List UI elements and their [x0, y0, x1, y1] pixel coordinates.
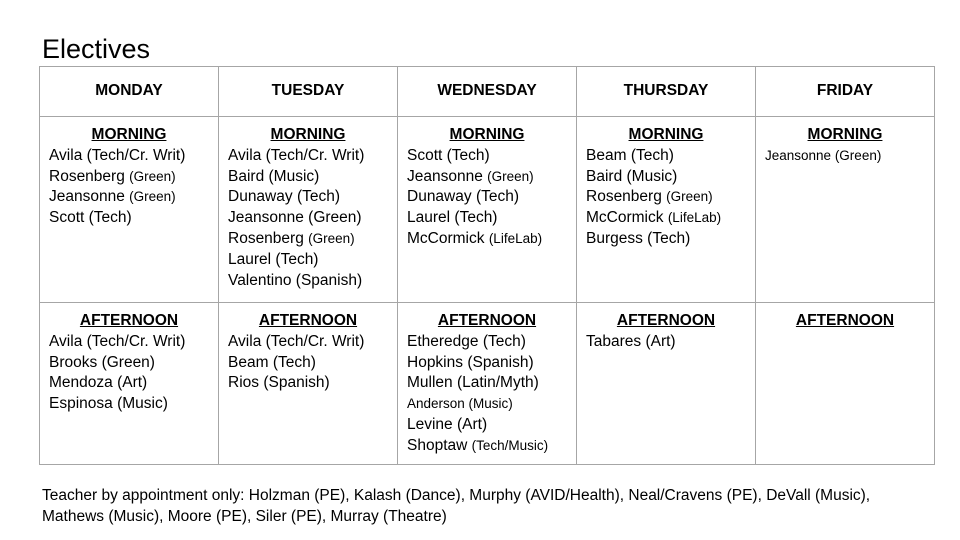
- teacher-name: Espinosa: [49, 395, 118, 413]
- teacher-entry: [49, 187, 218, 208]
- teacher-name: Levine: [407, 415, 457, 433]
- afternoon-cell-thursday: [577, 303, 756, 465]
- elective-subject: (Tech/Cr. Writ): [86, 146, 186, 164]
- teacher-entry: [586, 187, 755, 208]
- teacher-entry: [228, 373, 397, 394]
- elective-subject: (Tech): [446, 146, 490, 164]
- teacher-name: Rosenberg: [586, 188, 667, 206]
- elective-subject: (Tech/Cr. Writ): [86, 332, 186, 350]
- elective-subject: (Green): [308, 209, 362, 227]
- teacher-name: McCormick: [586, 209, 668, 227]
- teacher-name: Baird: [586, 167, 627, 185]
- teacher-name: Avila: [49, 146, 87, 164]
- afternoon-label: AFTERNOON: [616, 312, 716, 329]
- teacher-entry: [49, 167, 218, 188]
- teacher-entry: [49, 353, 218, 374]
- elective-subject: (Spanish): [263, 374, 330, 392]
- day-header-thursday: THURSDAY: [577, 67, 756, 117]
- elective-subject: (Art): [456, 415, 488, 433]
- teacher-name: Jeansonne: [765, 147, 835, 163]
- teacher-name: Mendoza: [49, 374, 118, 392]
- teacher-entry: [407, 332, 576, 353]
- elective-subject: (Art): [645, 332, 676, 350]
- elective-subject: (Tech): [630, 146, 674, 164]
- teacher-entry: [407, 187, 576, 208]
- teacher-entry: [49, 332, 218, 353]
- elective-subject: (Green): [129, 189, 176, 205]
- teacher-name: Tabares: [586, 332, 646, 350]
- teacher-name: Rosenberg: [228, 229, 309, 247]
- elective-subject: (Tech): [475, 188, 520, 206]
- afternoon-label: AFTERNOON: [258, 312, 358, 329]
- teacher-name: Brooks: [49, 353, 102, 371]
- appointment-note: Teacher by appointment only: Holzman (PE), Kalash (Dance), Murphy (AVID/Health), Neal/Cravens (PE), DeVall (Music), Mathews (Music), Moore (PE), Siler (PE), Murray (Theatre): [42, 487, 871, 525]
- teacher-entry: [407, 353, 576, 374]
- teacher-list: [586, 332, 755, 353]
- teacher-name: Scott: [49, 209, 89, 227]
- morning-cell-tuesday: [219, 117, 398, 303]
- elective-subject: (Music): [117, 395, 168, 413]
- teacher-name: Jeansonne: [49, 188, 130, 206]
- teacher-entry: [407, 146, 576, 167]
- elective-subject: (Music): [268, 167, 320, 185]
- teacher-name: Laurel: [407, 209, 455, 227]
- elective-subject: (Tech): [647, 229, 691, 247]
- teacher-name: Jeansonne: [228, 209, 309, 227]
- afternoon-label: AFTERNOON: [437, 312, 537, 329]
- afternoon-cell-monday: [40, 303, 219, 465]
- teacher-entry: [407, 229, 576, 250]
- elective-subject: (Tech/Cr. Writ): [265, 146, 365, 164]
- afternoon-cell-tuesday: [219, 303, 398, 465]
- elective-subject: (Green): [129, 168, 176, 184]
- afternoon-label: AFTERNOON: [79, 312, 179, 329]
- teacher-entry: [228, 146, 397, 167]
- morning-cell-friday: [756, 117, 935, 303]
- elective-subject: (Tech/Cr. Writ): [265, 332, 365, 350]
- teacher-name: Shoptaw: [407, 436, 472, 454]
- teacher-entry: [586, 332, 755, 353]
- elective-subject: (Green): [666, 189, 713, 205]
- day-header-row: [40, 67, 935, 117]
- afternoon-cell-wednesday: [398, 303, 577, 465]
- teacher-entry: [228, 187, 397, 208]
- elective-subject: (Tech): [88, 209, 132, 227]
- morning-label: MORNING: [270, 126, 346, 143]
- afternoon-row: [40, 303, 935, 465]
- teacher-entry: [407, 415, 576, 436]
- afternoon-label: AFTERNOON: [795, 312, 895, 329]
- electives-schedule-table: [39, 66, 935, 465]
- elective-subject: (Green): [308, 230, 355, 246]
- teacher-entry: [228, 250, 397, 271]
- elective-subject: (Green): [101, 353, 155, 371]
- elective-subject: (Tech): [275, 250, 319, 268]
- elective-subject: (LifeLab): [667, 210, 722, 226]
- teacher-name: Avila: [228, 146, 266, 164]
- morning-cell-thursday: [577, 117, 756, 303]
- day-header-tuesday: TUESDAY: [219, 67, 398, 117]
- teacher-list: [407, 146, 576, 250]
- day-header-monday: MONDAY: [40, 67, 219, 117]
- teacher-entry: [49, 373, 218, 394]
- elective-subject: (Music): [626, 167, 678, 185]
- teacher-entry: [49, 208, 218, 229]
- teacher-list: [228, 146, 397, 292]
- day-header-friday: FRIDAY: [756, 67, 935, 117]
- elective-subject: (Spanish): [295, 271, 363, 289]
- teacher-name: Burgess: [586, 229, 648, 247]
- teacher-name: Rios: [228, 374, 264, 392]
- teacher-name: Anderson: [407, 396, 469, 412]
- teacher-name: Avila: [49, 332, 87, 350]
- elective-subject: (Art): [117, 374, 148, 392]
- teacher-entry: [228, 208, 397, 229]
- teacher-entry: [407, 373, 576, 394]
- teacher-entry: [49, 146, 218, 167]
- teacher-name: Dunaway: [407, 188, 476, 206]
- page-title: Electives: [42, 34, 151, 64]
- teacher-name: Etheredge: [407, 332, 483, 350]
- teacher-name: Beam: [228, 353, 273, 371]
- day-header-wednesday: WEDNESDAY: [398, 67, 577, 117]
- morning-cell-monday: [40, 117, 219, 303]
- teacher-entry: [228, 229, 397, 250]
- teacher-list: [407, 332, 576, 457]
- teacher-entry: [407, 208, 576, 229]
- teacher-name: Mullen: [407, 374, 457, 392]
- teacher-entry: [407, 394, 576, 415]
- morning-label: MORNING: [91, 126, 167, 143]
- teacher-list: [586, 146, 755, 250]
- teacher-name: Baird: [228, 167, 269, 185]
- teacher-name: McCormick: [407, 229, 489, 247]
- teacher-entry: [586, 208, 755, 229]
- morning-label: MORNING: [628, 126, 704, 143]
- elective-subject: (Tech): [296, 188, 341, 206]
- elective-subject: (Spanish): [467, 353, 534, 371]
- morning-cell-wednesday: [398, 117, 577, 303]
- teacher-name: Hopkins: [407, 353, 468, 371]
- teacher-entry: [407, 167, 576, 188]
- teacher-entry: [586, 146, 755, 167]
- teacher-entry: [228, 271, 397, 292]
- elective-subject: (Music): [468, 396, 513, 412]
- teacher-name: Laurel: [228, 250, 276, 268]
- afternoon-cell-friday: [756, 303, 935, 465]
- elective-subject: (Tech): [272, 353, 316, 371]
- elective-subject: (Green): [834, 147, 882, 163]
- teacher-entry: [228, 353, 397, 374]
- teacher-name: Dunaway: [228, 188, 297, 206]
- teacher-name: Jeansonne: [407, 167, 488, 185]
- teacher-entry: [586, 167, 755, 188]
- morning-label: MORNING: [449, 126, 525, 143]
- elective-subject: (Latin/Myth): [456, 374, 539, 392]
- teacher-entry: [765, 146, 934, 167]
- teacher-name: Rosenberg: [49, 167, 130, 185]
- teacher-entry: [586, 229, 755, 250]
- teacher-list: [228, 332, 397, 394]
- elective-subject: (Tech/Music): [471, 437, 549, 453]
- teacher-entry: [407, 436, 576, 457]
- teacher-name: Avila: [228, 332, 266, 350]
- teacher-list: [765, 146, 934, 167]
- elective-subject: (Tech): [454, 209, 498, 227]
- teacher-list: [49, 146, 218, 229]
- teacher-entry: [49, 394, 218, 415]
- teacher-entry: [228, 167, 397, 188]
- teacher-name: Valentino: [228, 271, 296, 289]
- teacher-list: [49, 332, 218, 415]
- morning-label: MORNING: [807, 126, 883, 143]
- elective-subject: (LifeLab): [488, 230, 543, 246]
- teacher-name: Beam: [586, 146, 631, 164]
- morning-row: [40, 117, 935, 303]
- teacher-entry: [228, 332, 397, 353]
- elective-subject: (Tech): [482, 332, 526, 350]
- elective-subject: (Green): [487, 168, 534, 184]
- teacher-name: Scott: [407, 146, 447, 164]
